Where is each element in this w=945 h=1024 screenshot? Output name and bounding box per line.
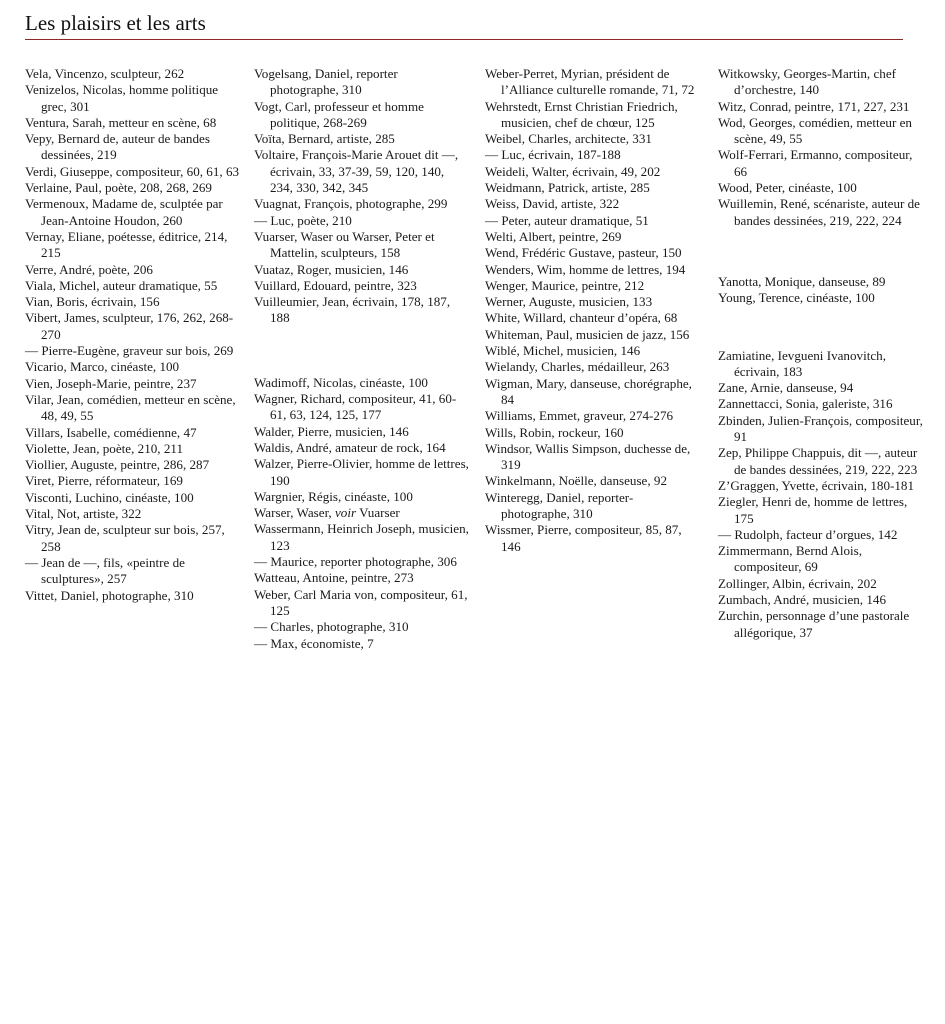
index-entry: Vien, Joseph-Marie, peintre, 237 <box>25 375 197 391</box>
index-entry: Witkowsky, Georges-Martin, chef d’orchestre, 140 <box>718 66 897 98</box>
index-entry: Zep, Philippe Chappuis, dit —, auteur de bandes dessinées, 219, 222, 223 <box>718 445 918 477</box>
index-entry: Zurchin, personnage d’une pastorale allégorique, 37 <box>718 608 910 640</box>
index-entry: — Charles, photographe, 310 <box>254 619 409 635</box>
index-entry: White, Willard, chanteur d’opéra, 68 <box>485 310 678 326</box>
index-entry: — Jean de —, fils, «peintre de sculptures», 257 <box>25 554 185 587</box>
index-entry: Wielandy, Charles, médailleur, 263 <box>485 359 670 375</box>
letter-gap <box>718 229 928 274</box>
index-entry: Wenger, Maurice, peintre, 212 <box>485 277 645 293</box>
index-entry: Zbinden, Julien-François, compositeur, 91 <box>718 412 923 445</box>
index-entry: Wigman, Mary, danseuse, chorégraphe, 84 <box>485 375 692 407</box>
index-entry: Zimmermann, Bernd Alois, compositeur, 69 <box>718 543 863 575</box>
index-entry: Ziegler, Henri de, homme de lettres, 175 <box>718 494 908 526</box>
index-entry: Walder, Pierre, musicien, 146 <box>254 423 409 439</box>
index-entry: Waldis, André, amateur de rock, 164 <box>254 439 446 455</box>
index-entry: Windsor, Wallis Simpson, duchesse de, 319 <box>485 440 691 473</box>
index-entry: Wiblé, Michel, musicien, 146 <box>485 343 641 359</box>
index-entry: Vernay, Eliane, poétesse, éditrice, 214, 215 <box>25 228 228 261</box>
index-entry: Wenders, Wim, homme de lettres, 194 <box>485 261 686 277</box>
index-entry: Vuagnat, François, photographe, 299 <box>254 196 448 212</box>
letter-gap <box>718 307 928 348</box>
index-entry: Zollinger, Albin, écrivain, 202 <box>718 575 877 591</box>
index-column-1 <box>25 66 240 604</box>
index-entry: — Luc, poète, 210 <box>254 212 352 228</box>
index-entry: Wolf-Ferrari, Ermanno, compositeur, 66 <box>718 147 913 179</box>
index-entry: Zamiatine, Ievgueni Ivanovitch, écrivain, 183 <box>718 347 886 379</box>
index-entry: Wuillemin, René, scénariste, auteur de bandes dessinées, 219, 222, 224 <box>718 196 920 228</box>
see-reference: voir <box>334 505 357 521</box>
index-entry: Wills, Robin, rockeur, 160 <box>485 424 624 440</box>
index-entry: Wend, Frédéric Gustave, pasteur, 150 <box>485 245 682 261</box>
index-entry: — Maurice, reporter photographe, 306 <box>254 554 457 570</box>
index-entry: Voïta, Bernard, artiste, 285 <box>254 131 395 147</box>
index-entry: Wargnier, Régis, cinéaste, 100 <box>254 488 413 504</box>
index-entry: — Peter, auteur dramatique, 51 <box>485 212 649 228</box>
index-entry: Werner, Auguste, musicien, 133 <box>485 294 653 310</box>
entry-name: Warser, Waser, <box>254 505 332 521</box>
index-entry: Weidmann, Patrick, artiste, 285 <box>485 180 650 196</box>
index-column-4 <box>718 66 928 641</box>
index-entry: Vilar, Jean, comédien, metteur en scène, 48, 49, 55 <box>25 391 236 424</box>
index-entry: Zumbach, André, musicien, 146 <box>718 592 886 608</box>
index-entry: Wagner, Richard, compositeur, 41, 60-61, 63, 124, 125, 177 <box>254 391 457 423</box>
index-entry: Weiss, David, artiste, 322 <box>485 196 620 212</box>
index-entry: Yanotta, Monique, danseuse, 89 <box>718 273 886 289</box>
index-entry: Z’Graggen, Yvette, écrivain, 180-181 <box>718 477 914 493</box>
index-entry: Wehrstedt, Ernst Christian Friedrich, musicien, chef de chœur, 125 <box>485 98 678 130</box>
reference-target: Vuarser <box>359 505 400 521</box>
index-entry: Villars, Isabelle, comédienne, 47 <box>25 424 197 440</box>
index-entry: Watteau, Antoine, peintre, 273 <box>254 570 414 586</box>
index-entry: Vittet, Daniel, photographe, 310 <box>25 587 194 603</box>
index-entry: Vogt, Carl, professeur et homme politique, 268-269 <box>254 98 424 130</box>
index-entry: Venizelos, Nicolas, homme politique grec, 301 <box>25 82 219 114</box>
index-entry: — Luc, écrivain, 187-188 <box>485 147 621 163</box>
index-entry: Wadimoff, Nicolas, cinéaste, 100 <box>254 374 428 390</box>
index-entry: Weber, Carl Maria von, compositeur, 61, 125 <box>254 586 468 618</box>
index-entry: Young, Terence, cinéaste, 100 <box>718 290 875 306</box>
index-entry: Vian, Boris, écrivain, 156 <box>25 294 160 310</box>
index-entry: Weideli, Walter, écrivain, 49, 202 <box>485 163 661 179</box>
index-entry: Williams, Emmet, graveur, 274-276 <box>485 408 674 424</box>
index-entry: Vuilleumier, Jean, écrivain, 178, 187, 188 <box>254 294 451 326</box>
index-entry: Winkelmann, Noëlle, danseuse, 92 <box>485 473 668 489</box>
index-entry: Vepy, Bernard de, auteur de bandes dessinées, 219 <box>25 131 210 163</box>
letter-gap <box>254 327 469 375</box>
index-entry: Vermenoux, Madame de, sculptée par Jean-Antoine Houdon, 260 <box>25 196 223 228</box>
index-entry: Viala, Michel, auteur dramatique, 55 <box>25 277 218 293</box>
index-column-3 <box>485 66 700 555</box>
index-entry: Weber-Perret, Myrian, président de l’Alliance culturelle romande, 71, 72 <box>485 66 695 98</box>
index-entry-cross-reference <box>254 505 469 521</box>
index-entry: Welti, Albert, peintre, 269 <box>485 228 622 244</box>
page-title: Les plaisirs et les arts <box>25 11 206 35</box>
index-entry: Vogelsang, Daniel, reporter photographe, 310 <box>254 66 398 98</box>
index-entry: Verlaine, Paul, poète, 208, 268, 269 <box>25 180 212 196</box>
index-entry: Zannettacci, Sonia, galeriste, 316 <box>718 396 893 412</box>
index-entry: Verdi, Giuseppe, compositeur, 60, 61, 63 <box>25 163 240 179</box>
index-entry: Vibert, James, sculpteur, 176, 262, 268-270 <box>25 310 234 342</box>
page-header <box>25 10 903 36</box>
index-entry: Visconti, Luchino, cinéaste, 100 <box>25 489 194 505</box>
index-entry: Wassermann, Heinrich Joseph, musicien, 123 <box>254 521 469 553</box>
index-entry: Wissmer, Pierre, compositeur, 85, 87, 146 <box>485 522 682 554</box>
index-entry: Verre, André, poète, 206 <box>25 261 153 277</box>
index-entry: — Pierre-Eugène, graveur sur bois, 269 <box>25 343 234 359</box>
index-entry: Vital, Not, artiste, 322 <box>25 506 142 522</box>
index-entry: Wood, Peter, cinéaste, 100 <box>718 180 857 196</box>
index-entry: Vicario, Marco, cinéaste, 100 <box>25 359 180 375</box>
index-entry: Whiteman, Paul, musicien de jazz, 156 <box>485 326 690 342</box>
index-entry: — Max, économiste, 7 <box>254 635 374 651</box>
index-entry: Viret, Pierre, réformateur, 169 <box>25 473 183 489</box>
index-entry: Vuataz, Roger, musicien, 146 <box>254 261 409 277</box>
index-entry: Violette, Jean, poète, 210, 211 <box>25 440 183 456</box>
index-entry: Voltaire, François-Marie Arouet dit —, écrivain, 33, 37-39, 59, 120, 140, 234, 330, 342, 345 <box>254 147 459 196</box>
index-entry: Vitry, Jean de, sculpteur sur bois, 257, 258 <box>25 522 225 554</box>
index-column-2 <box>254 66 469 652</box>
index-entry: Zane, Arnie, danseuse, 94 <box>718 380 854 396</box>
header-rule <box>25 39 903 40</box>
index-entry: Vuillard, Edouard, peintre, 323 <box>254 277 417 293</box>
index-entry: Vela, Vincenzo, sculpteur, 262 <box>25 66 185 81</box>
index-entry: Viollier, Auguste, peintre, 286, 287 <box>25 457 210 473</box>
index-entry: Winteregg, Daniel, reporter-photographe, 310 <box>485 489 634 522</box>
index-entry: Walzer, Pierre-Olivier, homme de lettres, 190 <box>254 456 469 488</box>
index-entry: Weibel, Charles, architecte, 331 <box>485 131 652 147</box>
index-entry: Wod, Georges, comédien, metteur en scène, 49, 55 <box>718 114 912 147</box>
index-entry: Ventura, Sarah, metteur en scène, 68 <box>25 114 217 130</box>
index-entry: Witz, Conrad, peintre, 171, 227, 231 <box>718 98 910 114</box>
index-entry: Vuarser, Waser ou Warser, Peter et Mattelin, sculpteurs, 158 <box>254 228 435 261</box>
index-entry: — Rudolph, facteur d’orgues, 142 <box>718 526 898 542</box>
